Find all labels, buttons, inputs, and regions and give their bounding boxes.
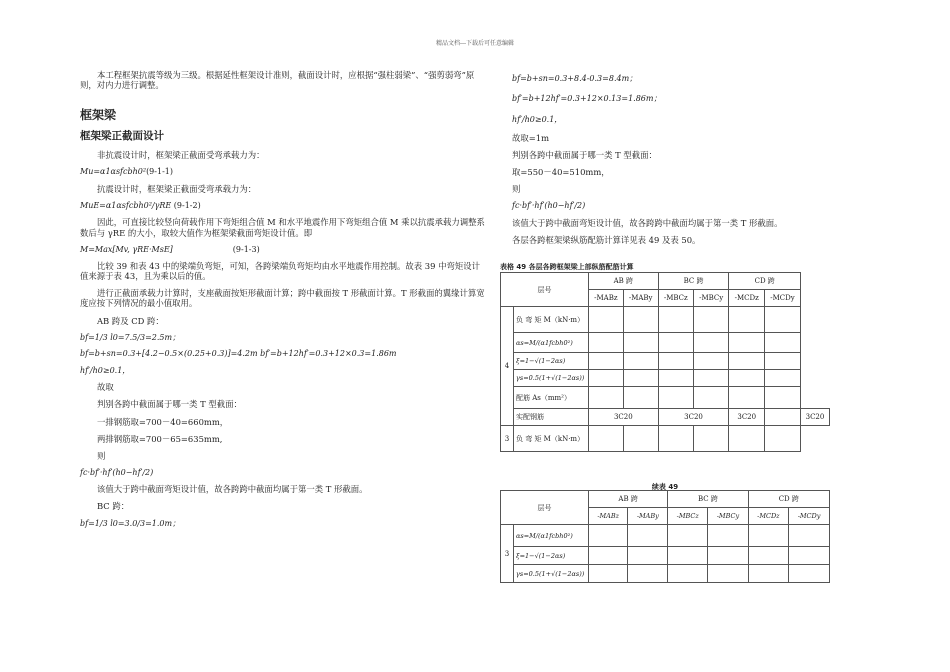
text-judge: 判别各跨中截面属于哪一类 T 型截面： bbox=[97, 399, 242, 410]
text-nonseismic: 非抗震设计时，框架梁正截面受弯承载力为： bbox=[97, 150, 265, 161]
col-header: -MABy bbox=[628, 508, 668, 525]
col-header: -MCDz bbox=[729, 290, 765, 307]
right-line-5: 判别各跨中截面属于哪一类 T 型截面： bbox=[512, 149, 657, 160]
table-cell: 3C20 bbox=[589, 409, 659, 426]
text-t-section: 进行正截面承载力计算时，支座截面按矩形截面计算；跨中截面按 T 形截面计算。T 形截面的翼缘计算宽度应按下列情况的最小值取用。 bbox=[80, 288, 485, 309]
moment-expression: fc·bf′·hf′(h0−hf′/2) bbox=[80, 467, 154, 477]
equation-9-1-2: MuE=α1αsfcbh0²/γRE (9-1-2) bbox=[80, 200, 201, 210]
right-line-8: fc·bf′·hf′(h0−hf′/2) bbox=[512, 201, 586, 211]
text-conclusion: 该值大于跨中截面弯矩设计值，故各跨跨中截面均属于第一类 T 形截面。 bbox=[97, 484, 368, 495]
table-49-caption: 表格 49 各层各跨框架梁上部纵筋配筋计算 bbox=[500, 263, 634, 271]
floor-cell: 3 bbox=[501, 426, 514, 452]
col-header: -MCDy bbox=[765, 290, 801, 307]
row-label: γs=0.5(1+√(1−2αs)) bbox=[514, 565, 589, 583]
right-line-2: bf′=b+12hf′=0.3+12×0.13=1.86m； bbox=[512, 93, 662, 103]
equation-9-1-1: Mu=α1αsfcbh0²(9-1-1) bbox=[80, 167, 173, 177]
table-cell: 3C20 bbox=[729, 409, 765, 426]
flange-ratio: hf′/h0≥0.1， bbox=[80, 365, 131, 375]
table-cell: 3C20 bbox=[658, 409, 729, 426]
group-bc: BC 跨 bbox=[668, 491, 748, 508]
text-table-source: 比较 39 和表 43 中的梁端负弯矩，可知，各跨梁端负弯矩均由水平地震作用控制。故表 39 中弯矩设计值来源于表 43，且为乘以后的值。 bbox=[80, 261, 480, 282]
group-bc: BC 跨 bbox=[658, 273, 729, 290]
group-cd: CD 跨 bbox=[729, 273, 801, 290]
col-header: -MABy bbox=[623, 290, 658, 307]
floor-cell: 3 bbox=[501, 525, 514, 583]
floor-cell: 4 bbox=[501, 307, 514, 426]
right-line-7: 则 bbox=[512, 184, 521, 195]
group-cd: CD 跨 bbox=[748, 491, 829, 508]
text-so-take: 故取 bbox=[97, 382, 114, 393]
col-header: -MCDy bbox=[789, 508, 830, 525]
flange-width-2: bf=b+sn=0.3+[4.2−0.5×(0.25+0.3)]=4.2m bf′=b+12hf′=0.3+12×0.3=1.86m bbox=[80, 349, 397, 359]
row-label: αs=M/(α1fcbh0²) bbox=[514, 525, 589, 547]
right-line-1: bf=b+sn=0.3+8.4-0.3=8.4m； bbox=[512, 74, 638, 83]
section-heading: 框架梁 bbox=[80, 108, 117, 123]
text-two-row: 两排钢筋取=700－65=635mm, bbox=[97, 433, 223, 444]
left-column bbox=[80, 70, 488, 528]
row-label: γs=0.5(1+√(1−2αs)) bbox=[514, 370, 589, 387]
row-label: αs=M/(α1fcbh0²) bbox=[514, 333, 589, 353]
row-label: 负 弯 矩 M（kN·m） bbox=[514, 426, 589, 452]
right-column bbox=[512, 74, 842, 245]
col-header: -MBCz bbox=[658, 290, 693, 307]
text-seismic: 抗震设计时，框架梁正截面受弯承载力为： bbox=[97, 183, 257, 194]
right-line-9: 该值大于跨中截面弯矩设计值，故各跨跨中截面均属于第一类 T 形截面。 bbox=[512, 217, 783, 228]
right-line-3: hf′/h0≥0.1， bbox=[512, 115, 563, 125]
table-49-continued bbox=[500, 490, 830, 583]
floor-header: 层号 bbox=[501, 273, 589, 307]
intro-paragraph: 本工程框架抗震等级为三级。根据延性框架设计准则，截面设计时，应根据“强柱弱梁”、“强剪弱弯”原则，对内力进行调整。 bbox=[80, 70, 475, 91]
right-line-6: 取=550－40=510mm， bbox=[512, 166, 610, 177]
equation-9-1-3: M=Max[Mv, γRE·MsE] (9-1-3) bbox=[80, 244, 260, 254]
text-then: 则 bbox=[97, 450, 106, 461]
page-header: 精品文档---下载后可任意编辑 bbox=[435, 40, 515, 47]
col-header: -MBCy bbox=[708, 508, 748, 525]
table-49-cont-caption: 续表 49 bbox=[651, 483, 679, 491]
text-comparison: 因此，可直接比较竖向荷载作用下弯矩组合值 M 和水平地震作用下弯矩组合值 M 乘以抗震承载力调整系数后与 γRE 的大小，取较大值作为框架梁截面弯矩设计值。即 bbox=[80, 217, 485, 238]
flange-width-3: bf=1/3 l0=3.0/3=1.0m； bbox=[80, 518, 181, 528]
flange-width-1: bf=1/3 l0=7.5/3=2.5m； bbox=[80, 332, 181, 342]
text-one-row: 一排钢筋取=700－40=660mm， bbox=[97, 416, 229, 427]
ab-cd-span-label: AB 跨及 CD 跨： bbox=[97, 315, 164, 326]
bc-span-label: BC 跨： bbox=[97, 501, 130, 512]
row-label: ξ=1−√(1−2αs) bbox=[514, 547, 589, 565]
table-cell: 3C20 bbox=[800, 409, 829, 426]
col-header: -MABz bbox=[589, 290, 624, 307]
table-49 bbox=[500, 272, 830, 452]
col-header: -MBCy bbox=[693, 290, 729, 307]
row-label: 实配钢筋 bbox=[514, 409, 589, 426]
row-label: 配筋 As（mm²） bbox=[514, 387, 589, 409]
group-ab: AB 跨 bbox=[589, 273, 659, 290]
floor-header: 层号 bbox=[501, 491, 589, 525]
right-line-10: 各层各跨框架梁纵筋配筋计算详见表 49 及表 50。 bbox=[512, 234, 701, 245]
col-header: -MCDz bbox=[748, 508, 788, 525]
subsection-heading: 框架梁正截面设计 bbox=[80, 129, 164, 142]
group-ab: AB 跨 bbox=[589, 491, 668, 508]
row-label: 负 弯 矩 M（kN·m） bbox=[514, 307, 589, 333]
col-header: -MABz bbox=[589, 508, 628, 525]
col-header: -MBCz bbox=[668, 508, 708, 525]
right-line-4: 故取=1m bbox=[512, 132, 550, 143]
row-label: ξ=1−√(1−2αs) bbox=[514, 353, 589, 370]
